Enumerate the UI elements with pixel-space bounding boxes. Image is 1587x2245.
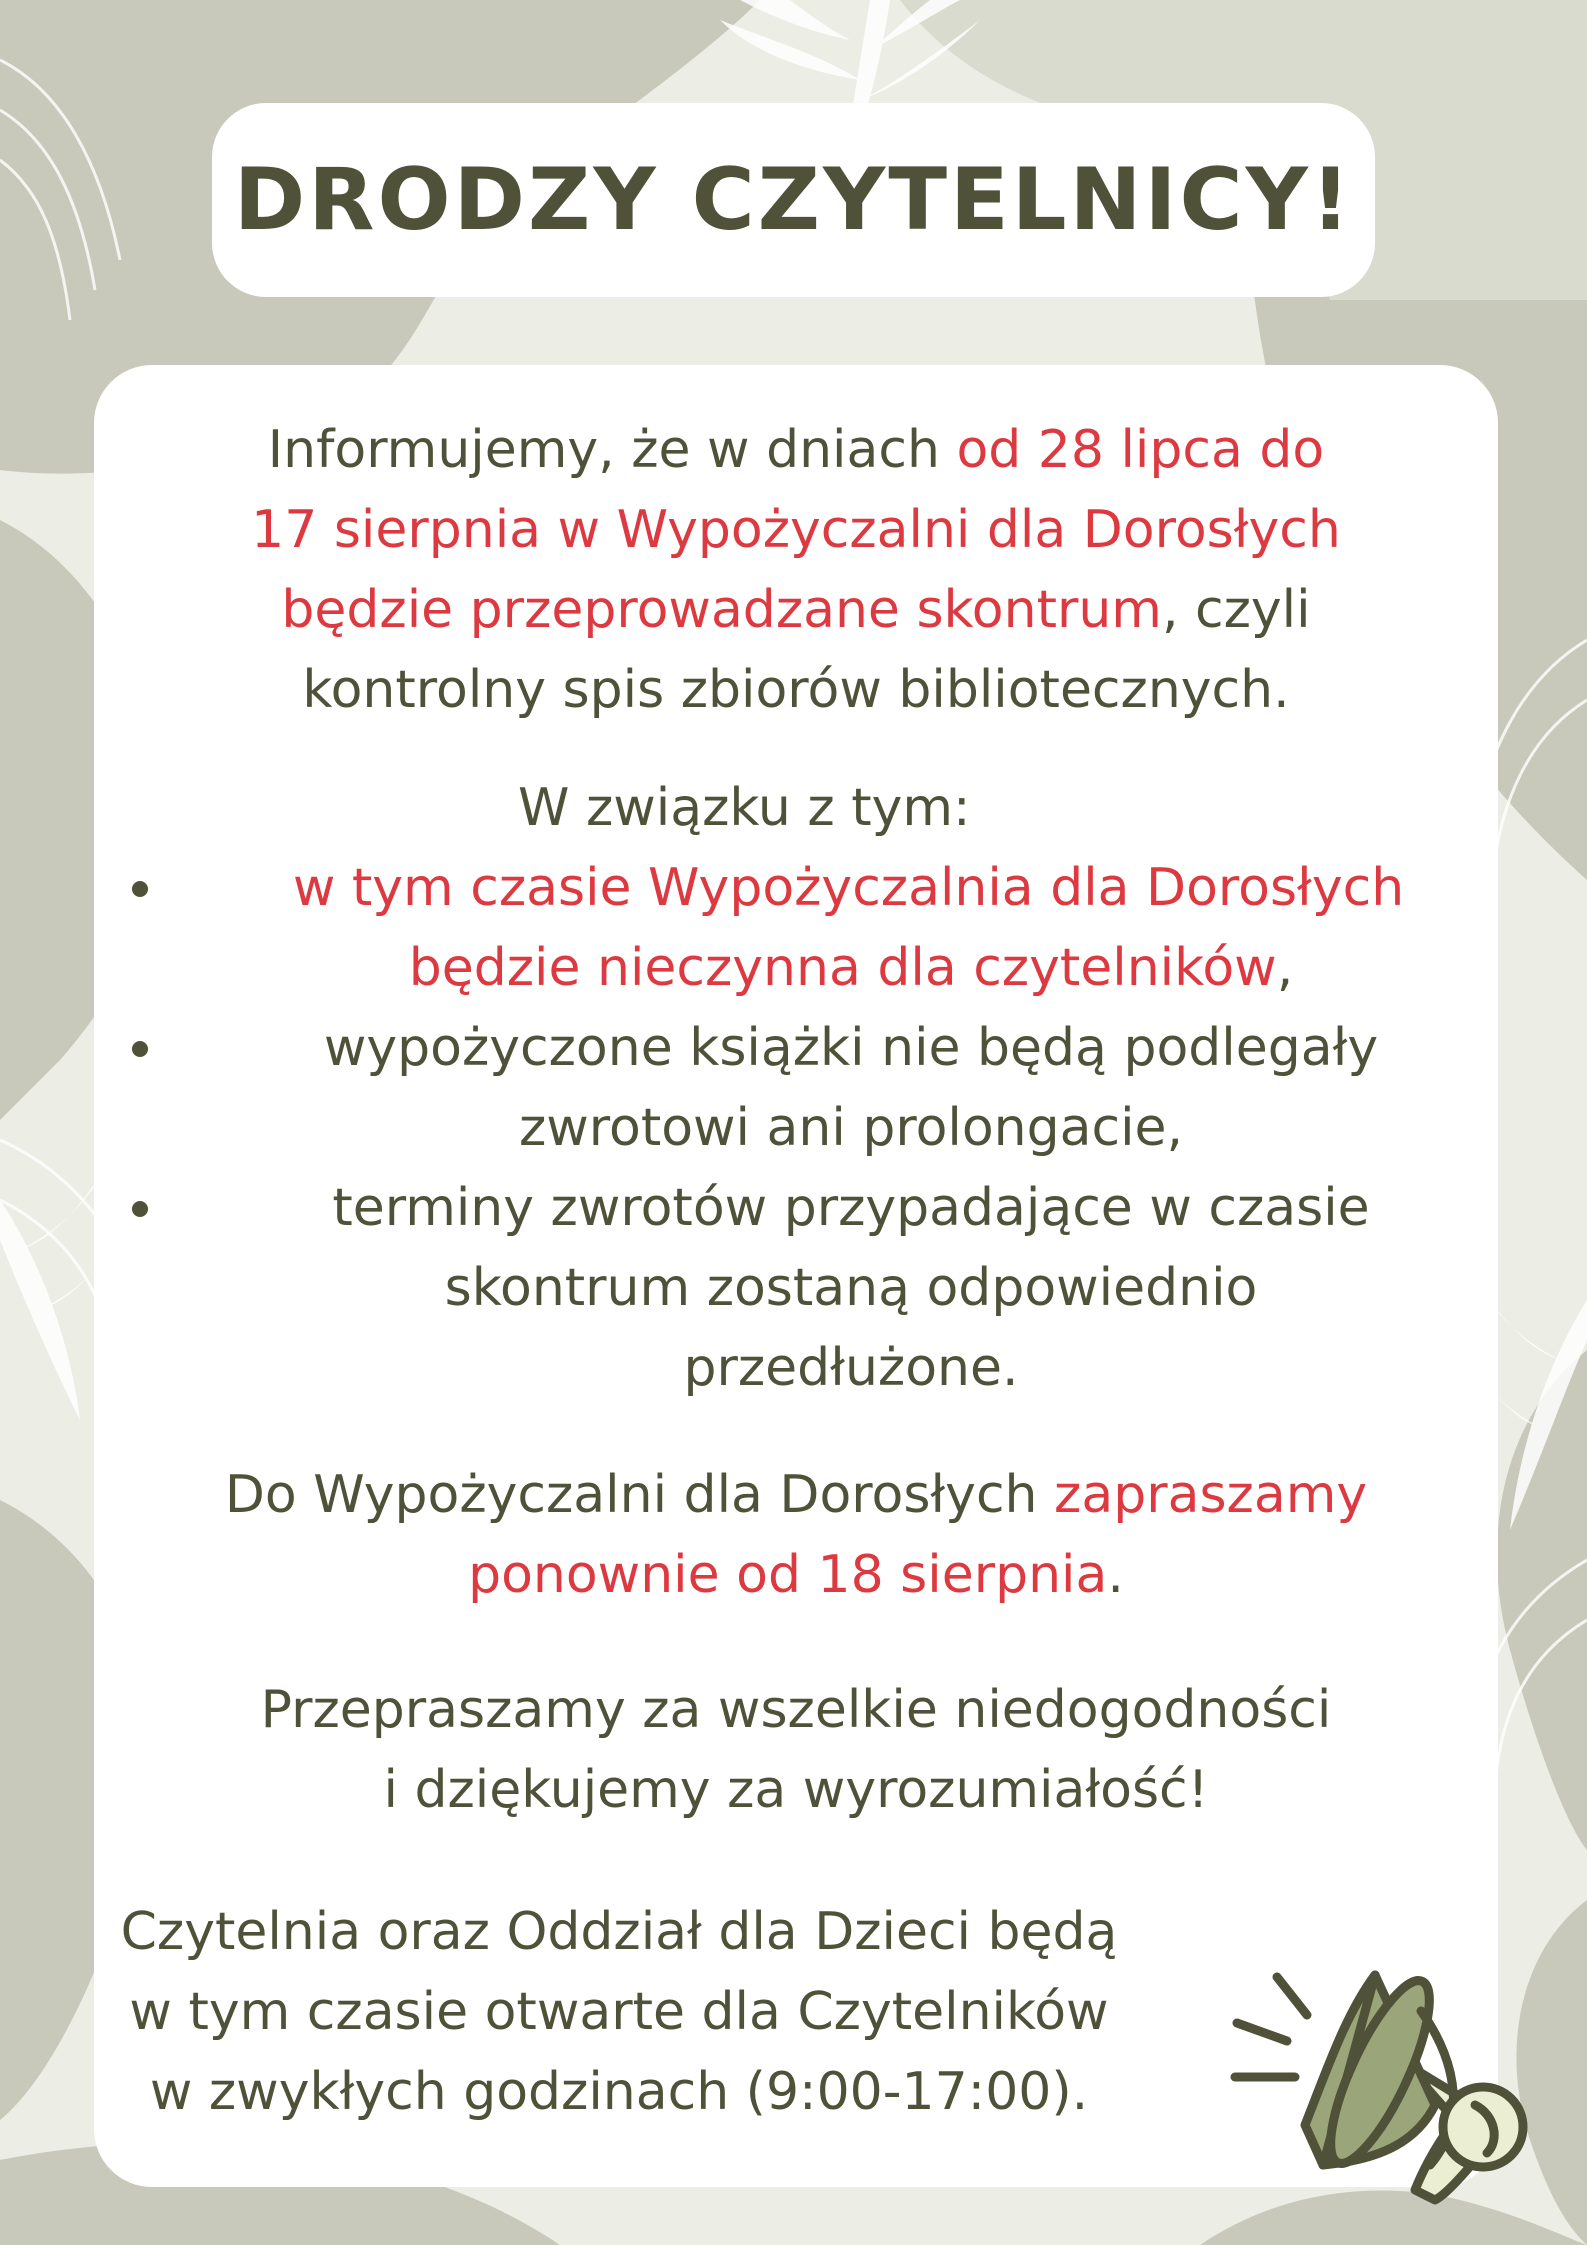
title-banner [212,103,1375,297]
other-departments-text: Czytelnia oraz Oddział dla Dzieci będą [120,1902,1118,1962]
list-text: , [1276,938,1294,998]
reopen-text: . [1107,1545,1124,1605]
reopen-paragraph [94,1455,1498,1615]
list-item [94,848,1498,1008]
list-text: terminy zwrotów przypadające w czasie [332,1178,1370,1238]
bullet-icon [132,881,148,897]
list-text: przedłużone. [683,1338,1019,1398]
apology-text: Przepraszamy za wszelkie niedogodności [260,1680,1332,1740]
list-text: wypożyczone książki nie będą podlegały [323,1018,1379,1078]
intro-text: , czyli [1161,580,1311,640]
list-text: skontrum zostaną odpowiednio [444,1258,1258,1318]
closure-highlight: będzie nieczynna dla czytelników [408,938,1277,998]
apology-text: i dziękujemy za wyrozumiałość! [383,1760,1209,1820]
apology-paragraph [94,1670,1498,1830]
consequences-list [94,848,1498,1408]
intro-skontrum-highlight: będzie przeprowadzane skontrum [281,580,1162,640]
closure-highlight: w tym czasie Wypożyczalnia dla Dorosłych [292,858,1405,918]
other-departments-paragraph [94,1892,1144,2132]
intro-paragraph [94,410,1498,730]
page-title: DRODZY CZYTELNICY! [233,150,1354,250]
bullet-icon [132,1041,148,1057]
reopen-highlight: zapraszamy [1054,1465,1368,1525]
bullet-icon [132,1201,148,1217]
reopen-highlight: ponownie od 18 sierpnia [468,1545,1108,1605]
list-item [94,1008,1498,1168]
intro-date-highlight: 17 sierpnia w Wypożyczalni dla Dorosłych [251,500,1341,560]
reopen-text: Do Wypożyczalni dla Dorosłych [224,1465,1055,1525]
intro-date-highlight: od 28 lipca do [956,420,1325,480]
lead-text: W związku z tym: [518,778,971,838]
intro-text: Informujemy, że w dniach [267,420,957,480]
megaphone-icon [1225,1955,1565,2205]
other-departments-text: w tym czasie otwarte dla Czytelników [129,1982,1109,2042]
list-item [94,1168,1498,1408]
other-departments-text: w zwykłych godzinach (9:00-17:00). [149,2062,1089,2122]
list-text: zwrotowi ani prolongacie, [518,1098,1184,1158]
intro-text: kontrolny spis zbiorów bibliotecznych. [302,660,1290,720]
